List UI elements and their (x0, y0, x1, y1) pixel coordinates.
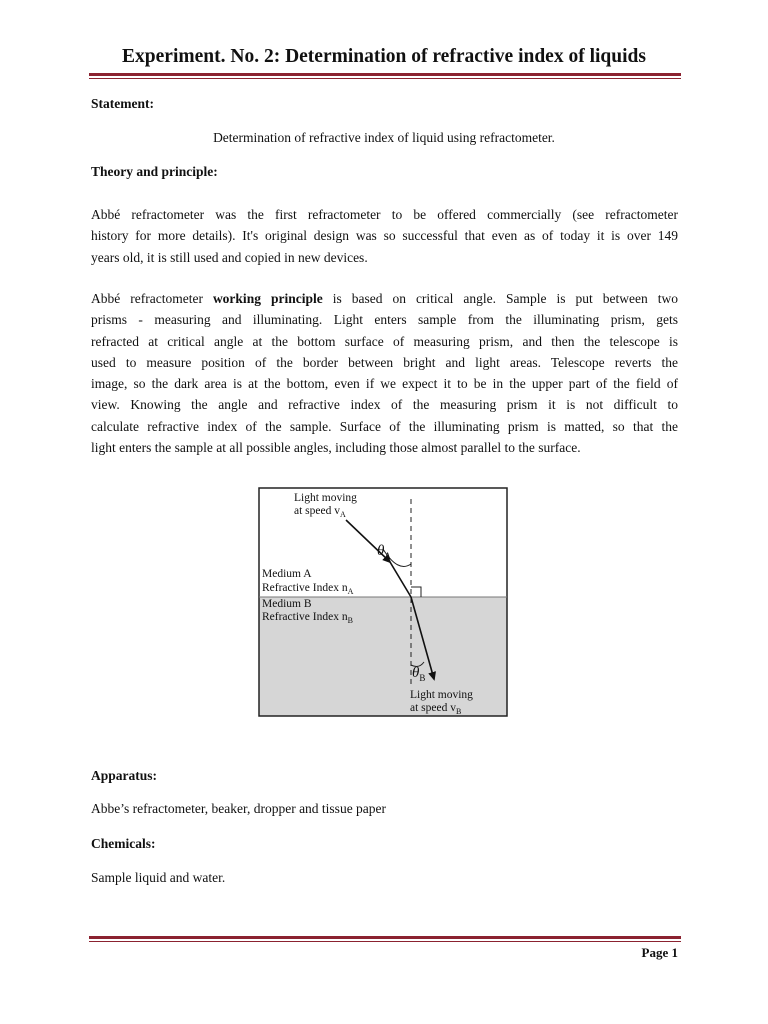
refractive-index-b-label (262, 611, 353, 625)
paragraph-line: calculate refractive index of the sample. Surface of the illuminating prism is matted, so that the (91, 418, 678, 434)
bold-term: working principle (212, 291, 323, 306)
chemicals-text: Sample liquid and water. (91, 870, 226, 885)
header-rule-thin (89, 78, 681, 79)
paragraph-line: history for more details). It's original design was so successful that even as of today it is over 149 (91, 228, 678, 244)
statement-text: Determination of refractive index of liquid using refractometer. (213, 130, 555, 145)
light-a-text: at speed v (294, 505, 340, 517)
paragraph-line: refracted at critical angle at the bottom surface of measuring prism, and then the telescope is (91, 333, 678, 349)
light-b-text: at speed v (410, 702, 456, 714)
medium-a-label: Medium A (262, 568, 312, 580)
text-run: is based on critical angle. Sample is put between two (322, 291, 678, 306)
refractive-a-subscript: A (347, 587, 354, 596)
footer-rule-thick (89, 936, 681, 939)
page-title: Experiment. No. 2: Determination of refractive index of liquids (122, 46, 646, 67)
light-b-label-line2 (410, 702, 461, 716)
light-a-subscript: A (339, 510, 346, 519)
paragraph-line: light enters the sample at all possible angles, including those almost parallel to the surface. (91, 440, 581, 456)
light-b-subscript: B (455, 707, 462, 716)
paragraph-line: image, so the dark area is at the bottom, even if we expect it to be in the upper part of the field of (91, 376, 678, 392)
light-b-label-line1: Light moving (410, 689, 473, 701)
theta-a-symbol: θ (377, 543, 385, 559)
apparatus-text: Abbe’s refractometer, beaker, dropper and tissue paper (91, 801, 387, 816)
theory-heading: Theory and principle: (91, 164, 218, 179)
theory-paragraph-2 (91, 288, 678, 458)
paragraph-line: view. Knowing the angle and refractive index of the measuring prism it is not difficult to (91, 397, 678, 413)
paragraph-line: used to measure position of the border between bright and light areas. Telescope reverts the (91, 354, 678, 370)
apparatus-heading: Apparatus: (91, 768, 158, 783)
refractive-a-text: Refractive Index n (262, 582, 348, 594)
refractive-b-text: Refractive Index n (262, 611, 348, 623)
light-a-label-line2 (294, 505, 346, 519)
footer-rule-thin (89, 941, 681, 942)
theta-b-subscript: B (419, 673, 426, 683)
paragraph-line: years old, it is still used and copied in new devices. (91, 249, 368, 265)
theory-paragraph-1 (91, 204, 678, 268)
paragraph-line (91, 288, 678, 309)
medium-b-label: Medium B (262, 598, 312, 610)
header-rule-thick (89, 73, 681, 76)
refractive-b-subscript: B (347, 616, 353, 625)
page-number: Page 1 (641, 945, 678, 960)
text-run: Abbé refractometer (91, 291, 213, 306)
statement-heading: Statement: (91, 96, 154, 111)
paragraph-line: Abbé refractometer was the first refractometer to be offered commercially (see refractometer (91, 207, 678, 222)
light-a-label-line1: Light moving (294, 492, 357, 504)
refractive-index-a-label (262, 582, 354, 596)
theta-b-symbol: θ (412, 665, 420, 681)
chemicals-heading: Chemicals: (91, 836, 156, 851)
theta-a-subscript: A (384, 551, 391, 561)
refraction-diagram (258, 487, 508, 717)
paragraph-line: prisms - measuring and illuminating. Light enters sample from the illuminating prism, gets (91, 312, 678, 328)
